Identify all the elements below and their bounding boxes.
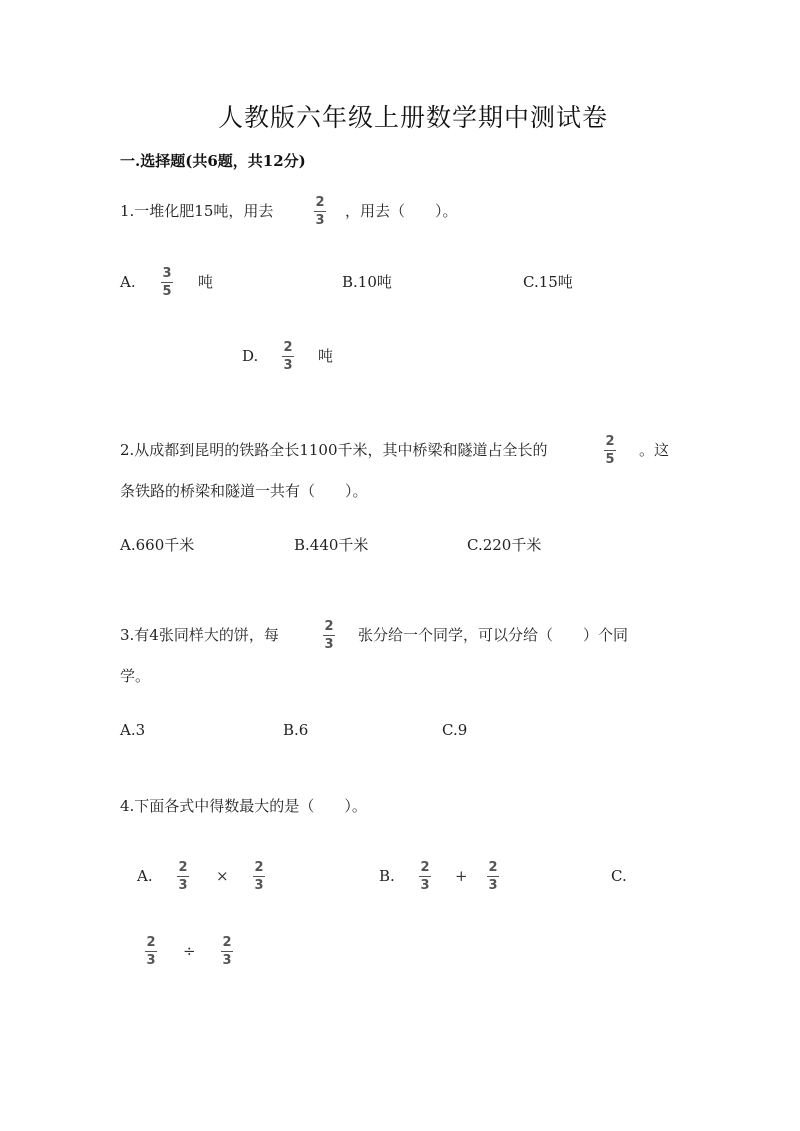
q2-stem-fraction <box>603 435 617 466</box>
q3-option-a: A.3 <box>120 721 146 739</box>
fraction-denominator: 3 <box>420 878 430 893</box>
q1-option-c: C.15吨 <box>523 273 573 291</box>
fraction-denominator: 3 <box>178 878 188 893</box>
q4-option-c-label: C. <box>611 867 627 885</box>
q1-option-a-label: A. <box>120 273 136 291</box>
q1-option-a-fraction <box>160 267 174 298</box>
fraction-denominator: 5 <box>162 284 172 299</box>
fraction-numerator: 2 <box>605 434 615 449</box>
q2-stem-line1-end: 。这 <box>639 441 670 459</box>
q1-option-a-unit: 吨 <box>198 273 214 291</box>
fraction-bar <box>419 876 431 877</box>
fraction-numerator: 3 <box>162 266 172 281</box>
q1-option-b: B.10吨 <box>342 273 392 291</box>
times-operator: × <box>216 867 229 885</box>
fraction-bar <box>282 356 294 357</box>
q4-option-a-fraction-2 <box>252 861 266 892</box>
q1-stem: 1.一堆化肥15吨，用去 <box>120 202 274 220</box>
fraction-numerator: 2 <box>315 195 325 210</box>
q4-stem: 4.下面各式中得数最大的是（ ）。 <box>120 797 367 815</box>
q1-option-d-unit: 吨 <box>318 347 334 365</box>
q4-option-a-label: A. <box>137 867 153 885</box>
fraction-bar <box>314 211 326 212</box>
fraction-bar <box>221 951 233 952</box>
fraction-numerator: 2 <box>488 860 498 875</box>
fraction-numerator: 2 <box>222 935 232 950</box>
fraction-denominator: 3 <box>283 358 293 373</box>
fraction-denominator: 3 <box>146 953 156 968</box>
fraction-bar <box>177 876 189 877</box>
q4-option-b-fraction-2 <box>486 861 500 892</box>
q4-option-a-fraction-1 <box>176 861 190 892</box>
q3-stem-line2: 学。 <box>120 667 151 685</box>
fraction-numerator: 2 <box>254 860 264 875</box>
q2-option-a: A.660千米 <box>120 536 195 554</box>
divide-operator: ÷ <box>183 942 196 960</box>
fraction-denominator: 3 <box>324 637 334 652</box>
fraction-numerator: 2 <box>420 860 430 875</box>
fraction-numerator: 2 <box>283 340 293 355</box>
q2-stem-line2: 条铁路的桥梁和隧道一共有（ ）。 <box>120 482 368 500</box>
section-heading: 一.选择题(共6题，共12分) <box>120 152 306 170</box>
fraction-bar <box>161 282 173 283</box>
q1-stem-fraction <box>313 196 327 227</box>
page-title: 人教版六年级上册数学期中测试卷 <box>218 103 609 132</box>
q3-option-b: B.6 <box>283 721 309 739</box>
fraction-denominator: 3 <box>315 213 325 228</box>
q1-option-d-label: D. <box>242 347 259 365</box>
q3-stem-start: 3.有4张同样大的饼，每 <box>120 626 279 644</box>
q4-option-b-fraction-1 <box>418 861 432 892</box>
fraction-numerator: 2 <box>146 935 156 950</box>
fraction-bar <box>323 635 335 636</box>
fraction-denominator: 3 <box>254 878 264 893</box>
q1-stem-end: ，用去（ ）。 <box>345 202 458 220</box>
q2-option-c: C.220千米 <box>467 536 542 554</box>
q2-stem-line1: 2.从成都到昆明的铁路全长1100千米，其中桥梁和隧道占全长的 <box>120 441 548 459</box>
q1-option-d-fraction <box>281 341 295 372</box>
q3-stem-middle: 张分给一个同学，可以分给（ ）个同 <box>358 626 629 644</box>
fraction-bar <box>604 450 616 451</box>
q4-option-c-fraction-2 <box>220 936 234 967</box>
fraction-denominator: 3 <box>222 953 232 968</box>
plus-operator: + <box>455 867 468 885</box>
q3-stem-fraction <box>322 620 336 651</box>
fraction-bar <box>487 876 499 877</box>
q4-option-c-fraction-1 <box>144 936 158 967</box>
fraction-denominator: 3 <box>488 878 498 893</box>
fraction-denominator: 5 <box>605 452 615 467</box>
fraction-bar <box>145 951 157 952</box>
q2-option-b: B.440千米 <box>294 536 369 554</box>
q3-option-c: C.9 <box>442 721 468 739</box>
fraction-bar <box>253 876 265 877</box>
q4-option-b-label: B. <box>379 867 395 885</box>
fraction-numerator: 2 <box>324 619 334 634</box>
fraction-numerator: 2 <box>178 860 188 875</box>
